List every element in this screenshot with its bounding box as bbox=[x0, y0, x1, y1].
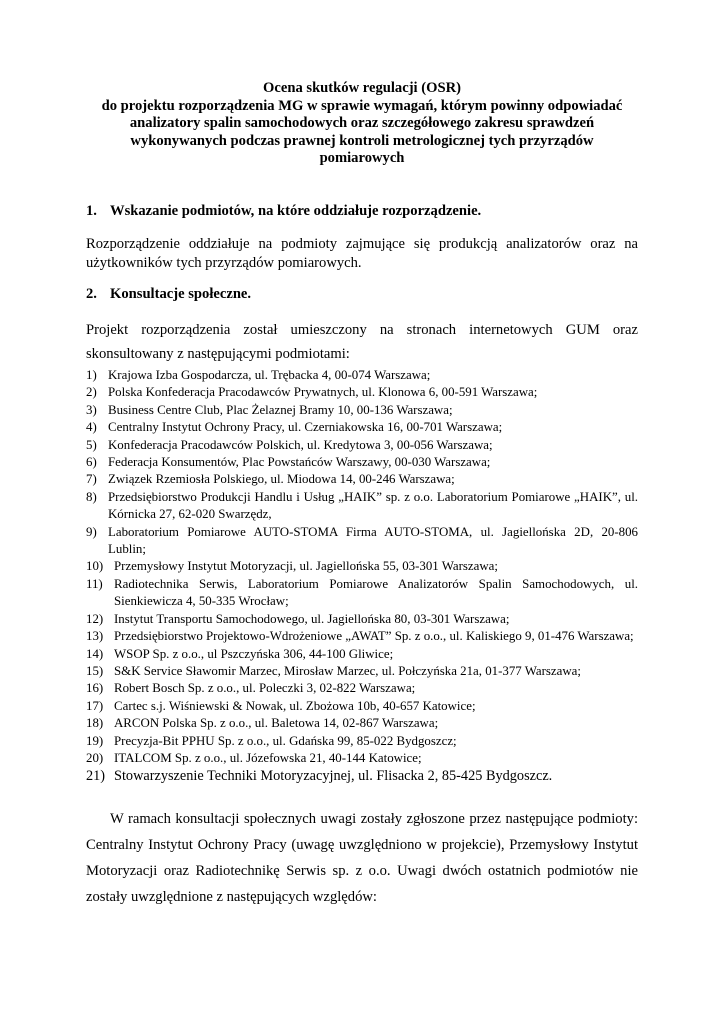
list-item: 3) Business Centre Club, Plac Żelaznej Bramy 10, 00-136 Warszawa; bbox=[86, 402, 453, 417]
section2-intro: Projekt rozporządzenia został umieszczony na stronach internetowych GUM oraz skonsultowany z następującymi podmiotami: bbox=[86, 322, 638, 362]
list-item: 14) WSOP Sp. z o.o., ul Pszczyńska 306, 44-100 Gliwice; bbox=[86, 646, 394, 661]
list-item: 20) ITALCOM Sp. z o.o., ul. Józefowska 21, 40-144 Katowice; bbox=[86, 750, 422, 765]
document-title bbox=[80, 80, 644, 168]
section2-heading bbox=[86, 286, 251, 303]
section2-number: 2. bbox=[86, 286, 97, 302]
list-item: 7) Związek Rzemiosła Polskiego, ul. Miodowa 14, 00-246 Warszawa; bbox=[86, 472, 455, 487]
section1-heading-text: Wskazanie podmiotów, na które oddziałuje rozporządzenie. bbox=[110, 203, 482, 219]
section1-paragraph: Rozporządzenie oddziałuje na podmioty zajmujące się produkcją analizatorów oraz na użytkowników tych przyrządów pomiarowych. bbox=[86, 236, 638, 271]
title-line: Ocena skutków regulacji (OSR) bbox=[263, 80, 461, 96]
list-item: 9) Laboratorium Pomiarowe AUTO-STOMA Firma AUTO-STOMA, ul. Jagiellońska 2D, 20-806 Lublin; bbox=[86, 524, 638, 557]
title-line: pomiarowych bbox=[319, 150, 405, 166]
title-line: wykonywanych podczas prawnej kontroli metrologicznej tych przyrządów bbox=[130, 132, 594, 149]
section2-heading-text: Konsultacje społeczne. bbox=[110, 286, 252, 302]
list-item: 10) Przemysłowy Instytut Motoryzacji, ul. Jagiellońska 55, 03-301 Warszawa; bbox=[86, 559, 498, 574]
list-item: 5) Konfederacja Pracodawców Polskich, ul. Kredytowa 3, 00-056 Warszawa; bbox=[86, 437, 493, 452]
list-item: 1) Krajowa Izba Gospodarcza, ul. Trębacka 4, 00-074 Warszawa; bbox=[86, 368, 431, 382]
list-item: 2) Polska Konfederacja Pracodawców Prywatnych, ul. Klonowa 6, 00-591 Warszawa; bbox=[86, 385, 538, 400]
list-item: 11) Radiotechnika Serwis, Laboratorium Pomiarowe Analizatorów Spalin Samochodowych, ul. Sienkiewicza 4, 50-335 Wrocław; bbox=[86, 576, 638, 609]
list-item: 12) Instytut Transportu Samochodowego, ul. Jagiellońska 80, 03-301 Warszawa; bbox=[86, 611, 510, 626]
section2-closing-paragraph: W ramach konsultacji społecznych uwagi zostały zgłoszone przez następujące podmioty: Centralny Instytut Ochrony Pracy (uwagę uwzględniono w projekcie), Przemysłowy Instytut Motoryzacji oraz Radiotechnikę Serwis sp. z o.o. Uwagi dwóch ostatnich podmiotów nie zostały uwzględnione z następujących względów: bbox=[86, 811, 638, 905]
title-line: do projektu rozporządzenia MG w sprawie wymagań, którym powinny odpowiadać bbox=[101, 97, 623, 114]
list-item: 21) Stowarzyszenie Techniki Motoryzacyjnej, ul. Flisacka 2, 85-425 Bydgoszcz. bbox=[86, 768, 553, 785]
list-item: 15) S&K Service Sławomir Marzec, Mirosław Marzec, ul. Połczyńska 21a, 01-377 Warszawa; bbox=[86, 663, 581, 678]
list-item: 19) Precyzja-Bit PPHU Sp. z o.o., ul. Gdańska 99, 85-022 Bydgoszcz; bbox=[86, 733, 457, 748]
consulted-entities-list bbox=[86, 367, 638, 786]
section1-number: 1. bbox=[86, 203, 97, 219]
section1-heading bbox=[86, 203, 481, 220]
list-item: 18) ARCON Polska Sp. z o.o., ul. Baletowa 14, 02-867 Warszawa; bbox=[86, 716, 439, 731]
list-item: 6) Federacja Konsumentów, Plac Powstańców Warszawy, 00-030 Warszawa; bbox=[86, 455, 491, 470]
list-item: 13) Przedsiębiorstwo Projektowo-Wdrożeniowe „AWAT” Sp. z o.o., ul. Kaliskiego 9, 01-476 Warszawa; bbox=[86, 629, 634, 644]
list-item: 16) Robert Bosch Sp. z o.o., ul. Poleczki 3, 02-822 Warszawa; bbox=[86, 681, 416, 696]
list-item: 8) Przedsiębiorstwo Produkcji Handlu i Usług „HAIK” sp. z o.o. Laboratorium Pomiarowe „HAIK”, ul. Kórnicka 27, 62-020 Swarzędz, bbox=[86, 489, 638, 522]
title-line: analizatory spalin samochodowych oraz szczegółowego zakresu sprawdzeń bbox=[129, 115, 595, 131]
list-item: 4) Centralny Instytut Ochrony Pracy, ul. Czerniakowska 16, 00-701 Warszawa; bbox=[86, 420, 503, 435]
list-item: 17) Cartec s.j. Wiśniewski & Nowak, ul. Zbożowa 10b, 40-657 Katowice; bbox=[86, 698, 476, 713]
